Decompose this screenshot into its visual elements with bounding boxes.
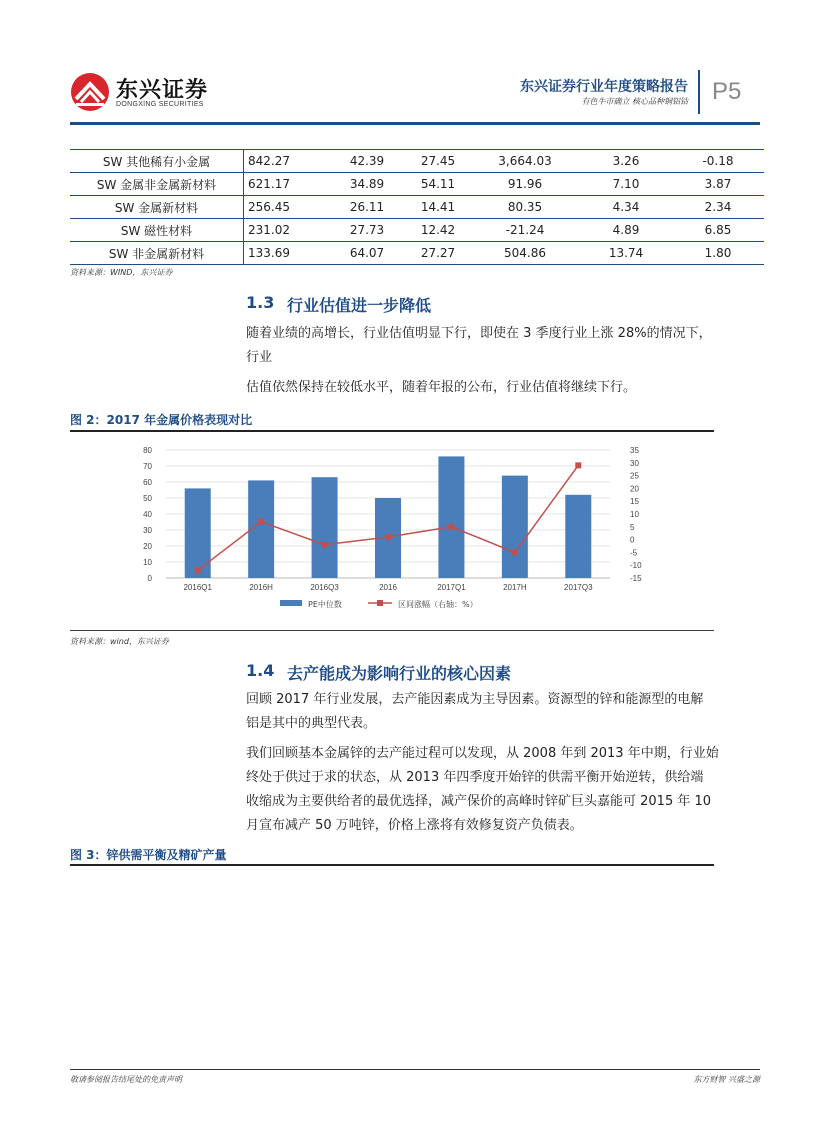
table-cell: 231.02 [244,219,329,242]
table-cell: 4.89 [580,219,672,242]
table-cell: 621.17 [244,173,329,196]
legend-swatch-bar [280,600,302,606]
paragraph-line: 月宣布减产 50 万吨锌，价格上涨将有效修复资产负债表。 [246,818,583,833]
table-row [70,219,764,242]
chart-legend [280,599,478,609]
logo-text-cn: 东兴证券 [116,78,209,103]
legend-label: 区间涨幅（右轴：%） [398,600,478,609]
table-cell: 91.96 [470,173,580,196]
legend-swatch-marker [377,600,383,606]
table-cell: 26.11 [328,196,406,219]
line-point [448,524,454,530]
x-tick-label: 2016Q3 [310,583,339,592]
footer-slogan: 东方财智 兴盛之源 [693,1075,760,1084]
y2-tick-label: 5 [630,522,635,532]
y2-tick-label: 20 [630,484,639,494]
x-tick-label: 2016H [249,583,273,592]
table-cell: 64.07 [328,242,406,265]
paragraph-line: 收缩成为主要供给者的最优选择，减产保价的高峰时锌矿巨头嘉能可 2015 年 10 [246,794,712,809]
table-cell: 6.85 [672,219,764,242]
figure-caption: 图 3：锌供需平衡及精矿产量 [70,848,227,862]
table-cell: 3.87 [672,173,764,196]
x-tick-label: 2017H [503,583,527,592]
table-cell: 4.34 [580,196,672,219]
section-number: 1.4 [246,661,275,680]
paragraph-line: 铝是其中的典型代表。 [246,716,377,731]
table-row [70,242,764,265]
y2-tick-label: 0 [630,535,635,545]
bar [185,488,211,578]
table-cell: 42.39 [328,150,406,173]
table-cell: 14.41 [406,196,470,219]
y2-tick-label: -5 [630,548,638,558]
paragraph-line: 行业 [246,350,273,365]
table-cell: 133.69 [244,242,329,265]
table-cell: 13.74 [580,242,672,265]
y-tick-label: 10 [143,558,152,567]
table-cell: SW 磁性材料 [70,219,244,242]
y-tick-label: 70 [143,462,152,471]
table-cell: 7.10 [580,173,672,196]
bar [312,477,338,578]
y2-tick-label: 25 [630,471,639,481]
section-title: 行业估值进一步降低 [287,296,432,315]
y2-tick-label: 10 [630,510,639,519]
dongxing-logo-icon [70,72,110,112]
valuation-table [70,149,764,265]
paragraph-line: 随着业绩的高增长，行业估值明显下行，即使在 3 季度行业上涨 28%的情况下， [246,326,712,341]
section-title: 去产能成为影响行业的核心因素 [287,664,512,683]
table-cell: -21.24 [470,219,580,242]
table-cell: 256.45 [244,196,329,219]
table-row [70,150,764,173]
table-cell: SW 金属非金属新材料 [70,173,244,196]
y-tick-label: 80 [143,446,152,455]
table-cell: 27.27 [406,242,470,265]
y-tick-label: 50 [143,494,152,503]
line-point [322,542,328,548]
table-cell: 34.89 [328,173,406,196]
paragraph-line: 回顾 2017 年行业发展，去产能因素成为主导因素。资源型的锌和能源型的电解 [246,692,704,707]
x-tick-label: 2017Q1 [437,583,466,592]
table-row [70,196,764,219]
y2-tick-label: -10 [630,561,642,571]
table-cell: 842.27 [244,150,329,173]
table-cell: 504.86 [470,242,580,265]
table-cell: 27.45 [406,150,470,173]
x-tick-label: 2016Q1 [183,583,212,592]
logo-text-en: DONGXING SECURITIES [116,101,204,108]
figure-source: 资料来源：wind，东兴证券 [70,637,169,646]
paragraph-line: 终处于供过于求的状态，从 2013 年四季度开始锌的供需平衡开始逆转，供给端 [246,770,704,785]
y2-tick-label: 15 [630,497,639,507]
figure-caption: 图 2：2017 年金属价格表现对比 [70,413,253,427]
line-point [258,519,264,525]
section-number: 1.3 [246,293,275,312]
table-cell: 12.42 [406,219,470,242]
figure-top-rule [70,430,714,432]
table-cell: 54.11 [406,173,470,196]
table-cell: SW 非金属新材料 [70,242,244,265]
bar [565,495,591,578]
table-cell: SW 其他稀有小金属 [70,150,244,173]
y2-axis-ticks [630,446,642,583]
line-point [512,549,518,555]
metal-price-chart [130,440,650,616]
table-cell: 27.73 [328,219,406,242]
paragraph: 估值依然保持在较低水平，随着年报的公布，行业估值将继续下行。 [246,380,637,395]
y-tick-label: 30 [143,526,152,535]
footer-rule [70,1069,760,1070]
bar [438,456,464,578]
x-tick-label: 2017Q3 [564,583,593,592]
figure-bottom-rule [70,630,714,631]
table-cell: 3,664.03 [470,150,580,173]
y2-tick-label: 30 [630,458,639,468]
report-subtitle: 有色牛市确立 核心品种铜铝钴 [581,97,688,106]
page-number: P5 [712,78,742,105]
table-source: 资料来源：WIND，东兴证券 [70,268,173,277]
table-cell: 1.80 [672,242,764,265]
table-cell: 3.26 [580,150,672,173]
y2-tick-label: -15 [630,574,642,583]
table-cell: 2.34 [672,196,764,219]
bar [502,476,528,578]
line-point [195,567,201,573]
y-tick-label: 20 [143,542,152,551]
y2-tick-label: 35 [630,446,639,455]
x-tick-label: 2016 [379,583,397,592]
header-divider [698,70,700,114]
table-cell: -0.18 [672,150,764,173]
table-cell: SW 金属新材料 [70,196,244,219]
legend-label: PE中位数 [308,600,342,609]
paragraph-line: 我们回顾基本金属锌的去产能过程可以发现，从 2008 年到 2013 年中期，行业始 [246,746,719,761]
company-logo [70,70,220,116]
footer-disclaimer: 敬请参阅报告结尾处的免责声明 [70,1075,182,1084]
line-point [575,462,581,468]
bar-series [185,456,592,578]
table-cell: 80.35 [470,196,580,219]
y-tick-label: 40 [143,510,152,519]
y-tick-label: 0 [147,574,152,583]
x-axis-ticks [183,583,593,592]
figure-top-rule [70,864,714,866]
report-title: 东兴证券行业年度策略报告 [520,79,688,95]
table-row [70,173,764,196]
line-point [385,534,391,540]
header-rule [70,122,760,125]
y-tick-label: 60 [143,478,152,487]
y-axis-ticks [143,446,152,583]
